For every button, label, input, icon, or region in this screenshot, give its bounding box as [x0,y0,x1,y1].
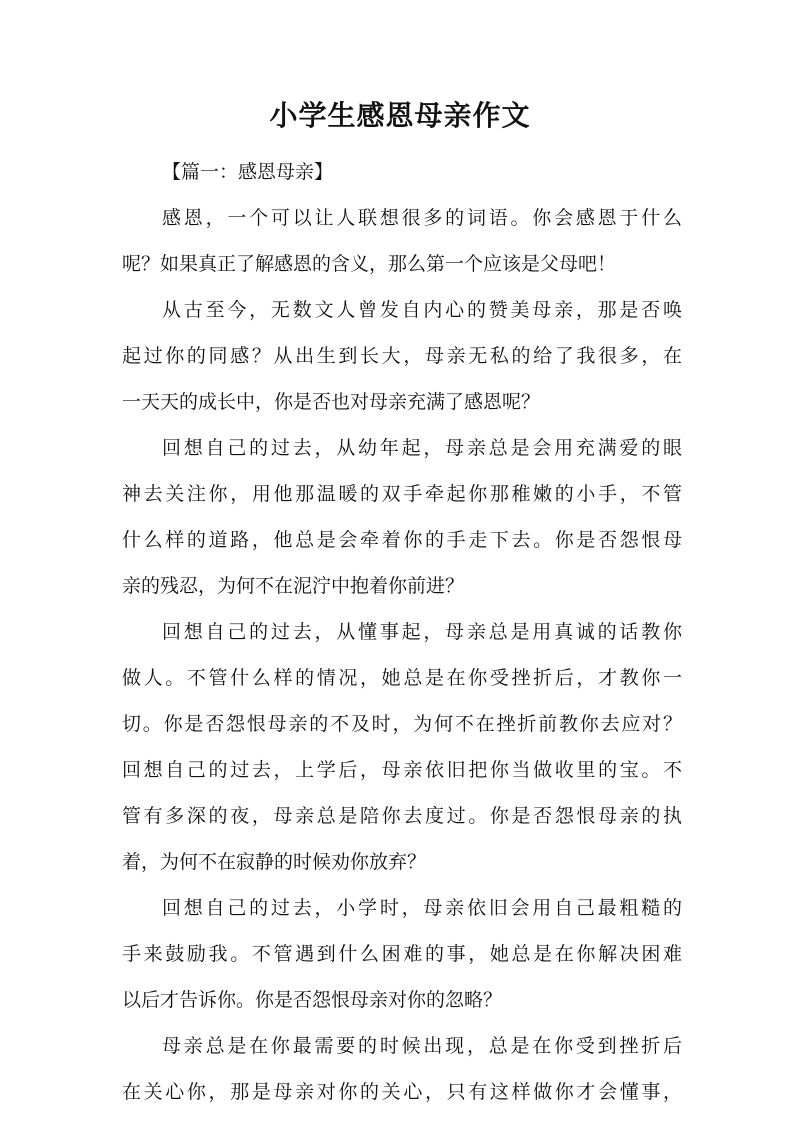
text-line: 母亲总是在你最需要的时候出现，总是在你受到挫折后 [162,1035,682,1057]
text-line: 感恩，一个可以让人联想很多的词语。你会感恩于什么 [162,207,682,229]
text-line: 以后才告诉你。你是否怨恨母亲对你的忽略？ [122,989,503,1011]
text-line: 切。你是否怨恨母亲的不及时，为何不在挫折前教你去应对？ [122,713,682,735]
paragraph-2 [122,287,682,425]
text-line: 做人。不管什么样的情况，她总是在你受挫折后，才教你一 [122,667,682,689]
paragraph-3 [122,425,682,609]
text-line: 起过你的同感？从出生到长大，母亲无私的给了我很多，在 [122,345,682,367]
text-line: 呢？如果真正了解感恩的含义，那么第一个应该是父母吧！ [122,253,617,275]
text-line: 从古至今，无数文人曾发自内心的赞美母亲，那是否唤 [162,299,682,321]
section-heading: 【篇一：感恩母亲】 [162,161,334,183]
text-line: 回想自己的过去，小学时，母亲依旧会用自己最粗糙的 [162,897,682,919]
text-line: 回想自己的过去，从懂事起，母亲总是用真诚的话教你 [162,621,682,643]
text-line: 管有多深的夜，母亲总是陪你去度过。你是否怨恨母亲的执 [122,805,682,827]
text-line: 亲的残忍，为何不在泥泞中抱着你前进？ [122,575,465,597]
text-line: 着，为何不在寂静的时候劝你放弃？ [122,851,427,873]
paragraph-6 [122,1023,682,1115]
paragraph-1 [122,195,682,287]
text-line: 什么样的道路，他总是会牵着你的手走下去。你是否怨恨母 [122,529,682,551]
text-line: 回想自己的过去，从幼年起，母亲总是会用充满爱的眼 [162,437,682,459]
text-line: 神去关注你，用他那温暖的双手牵起你那稚嫩的小手，不管 [122,483,682,505]
document-title: 小学生感恩母亲作文 [269,99,531,132]
text-line: 手来鼓励我。不管遇到什么困难的事，她总是在你解决困难 [122,943,682,965]
text-line: 回想自己的过去，上学后，母亲依旧把你当做收里的宝。不 [122,759,682,781]
text-line: 一天天的成长中，你是否也对母亲充满了感恩呢？ [122,391,541,413]
paragraph-4 [122,609,682,885]
document-body [122,149,682,1115]
paragraph-5 [122,885,682,1023]
text-line: 在关心你，那是母亲对你的关心，只有这样做你才会懂事， [122,1081,682,1103]
